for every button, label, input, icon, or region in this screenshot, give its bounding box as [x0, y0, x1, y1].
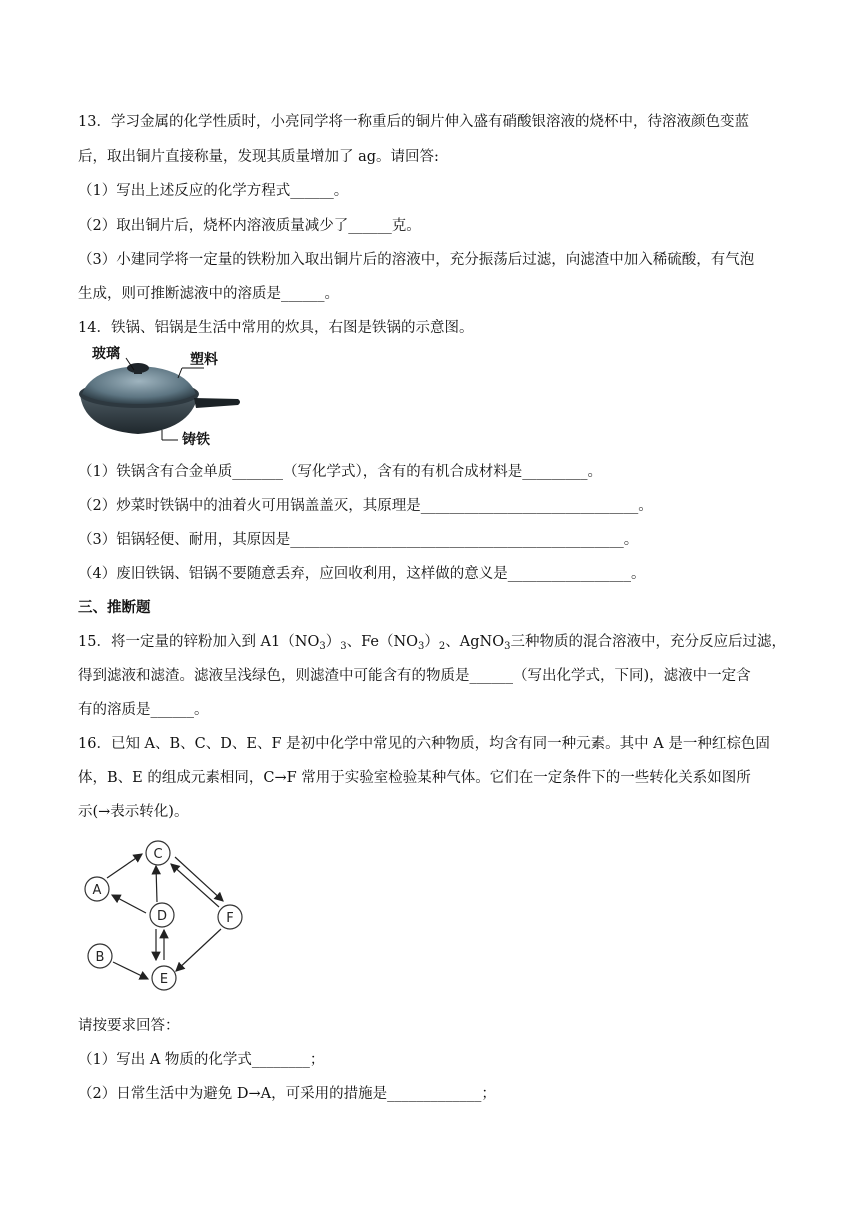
frying-pan-figure [78, 342, 243, 446]
q13-stem-line2: 后，取出铜片直接称量，发现其质量增加了 ag。请回答: [78, 149, 439, 165]
label-plastic: 塑料 [190, 352, 218, 368]
node-b-label: B [95, 950, 105, 965]
q14-part4: （4）废旧铁锅、铝锅不要随意丢弃，应回收利用，这样做的意义是_________________。 [78, 566, 646, 582]
node-f-label: F [226, 911, 234, 926]
label-glass: 玻璃 [92, 346, 120, 362]
q15-line1: 15．将一定量的锌粉加入到 $A1(NO_3)_3$、$Fe(NO_3)_2$、AgNO$_3$三种物质的混合溶液中，充分反应后过滤， [78, 634, 786, 652]
q14-stem: 14．铁锅、铝锅是生活中常用的炊具，右图是铁锅的示意图。 [78, 320, 474, 336]
q15-line2: 得到滤液和滤渣。滤液呈浅绿色，则滤渣中可能含有的物质是______（写出化学式，下同)，滤液中一定含 [78, 668, 751, 684]
node-c-label: C [153, 847, 163, 862]
q16-line1: 16．已知 A、B、C、D、E、F 是初中化学中常见的六种物质，均含有同一种元素。其中 A 是一种红棕色固 [78, 736, 770, 752]
q13-part3-line1: （3）小建同学将一定量的铁粉加入取出铜片后的溶液中，充分振荡后过滤，向滤渣中加入稀硫酸，有气泡 [78, 252, 755, 268]
pan-handle [194, 398, 240, 408]
q14-part1: （1）铁锅含有合金单质_______（写化学式），含有的有机合成材料是_________。 [78, 464, 602, 480]
q16-part1: （1）写出 A 物质的化学式________； [78, 1052, 325, 1068]
q15-line3: 有的溶质是______。 [78, 702, 209, 718]
q13-stem-line1: 13．学习金属的化学性质时，小亮同学将一称重后的铜片伸入盛有硝酸银溶液的烧杯中，待溶液颜色变蓝 [78, 114, 749, 130]
q13-part1: （1）写出上述反应的化学方程式______。 [78, 183, 349, 199]
q14-part2: （2）炒菜时铁锅中的油着火可用锅盖盖灭，其原理是______________________________。 [78, 498, 653, 514]
q16-part2: （2）日常生活中为避免 D→A，可采用的措施是_____________； [78, 1086, 496, 1102]
transformation-diagram-svg [80, 840, 250, 995]
q13-part2: （2）取出铜片后，烧杯内溶液质量减少了______克。 [78, 218, 421, 234]
frying-pan-image [78, 342, 243, 446]
node-e-label: E [159, 972, 169, 987]
q16-line3: 示(→表示转化)。 [78, 804, 189, 820]
q16-line2: 体，B、E 的组成元素相同，C→F 常用于实验室检验某种气体。它们在一定条件下的一些转化关系如图所 [78, 770, 751, 786]
q16-prompt: 请按要求回答： [78, 1018, 180, 1034]
section-title: 三、推断题 [78, 600, 151, 616]
q13-part3-line2: 生成，则可推断滤液中的溶质是______。 [78, 286, 339, 302]
label-cast-iron: 铸铁 [182, 432, 210, 446]
q14-part3: （3）铝锅轻便、耐用，其原因是______________________________________________。 [78, 532, 639, 548]
transformation-diagram [80, 840, 250, 995]
node-a-label: A [92, 883, 102, 898]
node-d-label: D [156, 909, 168, 924]
